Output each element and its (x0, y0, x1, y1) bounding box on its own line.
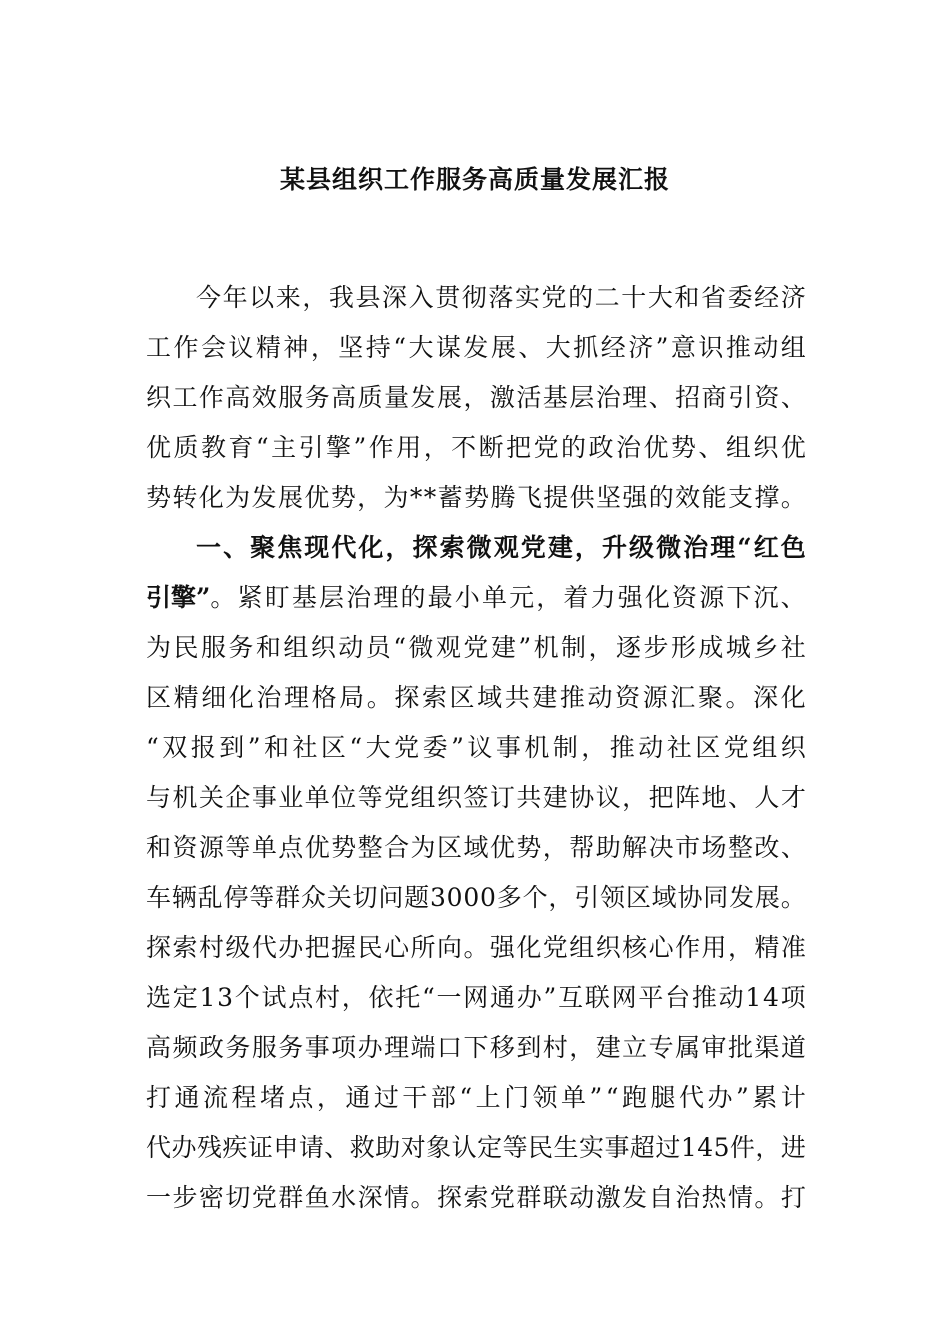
paragraph-line: “ 双 报 到 ” 和 社 区 “ 大 党 委 ” 议 事 机 制 ， 推 动 社 区 党 组 织 (146, 733, 806, 762)
document-title: 某县组织工作服务高质量发展汇报 (279, 165, 670, 194)
section-heading-line: 一 、 聚 焦 现 代 化 ， 探 索 微 观 党 建 ， 升 级 微 治 理 “ 红 色 (196, 533, 806, 562)
paragraph-line: 势 转 化 为 发 展 优 势 ， 为 * * 蓄 势 腾 飞 提 供 坚 强 的 效 能 支 撑 。 (146, 483, 806, 512)
paragraph-line: 和 资 源 等 单 点 优 势 整 合 为 区 域 优 势 ， 帮 助 解 决 市 场 整 改 、 (146, 833, 806, 862)
paragraph-line: 车 辆 乱 停 等 群 众 关 切 问 题 3 0 0 0 多 个 ， 引 领 区 域 协 同 发 展 。 (146, 883, 806, 912)
paragraph-line: 优 质 教 育 “ 主 引 擎 ” 作 用 ， 不 断 把 党 的 政 治 优 势 、 组 织 优 (146, 433, 806, 462)
paragraph-line: 高 频 政 务 服 务 事 项 办 理 端 口 下 移 到 村 ， 建 立 专 属 审 批 渠 道 (146, 1033, 806, 1062)
paragraph-line: 打 通 流 程 堵 点 ， 通 过 干 部 “ 上 门 领 单 ” “ 跑 腿 代 办 ” 累 计 (146, 1083, 806, 1112)
paragraph-line: 与 机 关 企 事 业 单 位 等 党 组 织 签 订 共 建 协 议 ， 把 阵 地 、 人 才 (146, 783, 806, 812)
paragraph-line: 区 精 细 化 治 理 格 局 。 探 索 区 域 共 建 推 动 资 源 汇 聚 。 深 化 (146, 683, 806, 712)
paragraph-line: 今 年 以 来 ， 我 县 深 入 贯 彻 落 实 党 的 二 十 大 和 省 委 经 济 (196, 283, 806, 312)
paragraph-line: 为 民 服 务 和 组 织 动 员 “ 微 观 党 建 ” 机 制 ， 逐 步 形 成 城 乡 社 (146, 633, 806, 662)
paragraph-line: 织 工 作 高 效 服 务 高 质 量 发 展 ， 激 活 基 层 治 理 、 招 商 引 资 、 (146, 383, 806, 412)
paragraph-line: 探 索 村 级 代 办 把 握 民 心 所 向 。 强 化 党 组 织 核 心 作 用 ， 精 准 (146, 933, 806, 962)
paragraph-text: 。 紧 盯 基 层 治 理 的 最 小 单 元 ， 着 力 强 化 资 源 下 沉 、 (210, 583, 806, 612)
paragraph-line: 工 作 会 议 精 神 ， 坚 持 “ 大 谋 发 展 、 大 抓 经 济 ” 意 识 推 动 组 (146, 333, 806, 362)
paragraph-line: 代 办 残 疾 证 申 请 、 救 助 对 象 认 定 等 民 生 实 事 超 过 1 4 5 件 ， 进 (146, 1133, 806, 1162)
paragraph-line: 选 定 1 3 个 试 点 村 ， 依 托 “ 一 网 通 办 ” 互 联 网 平 台 推 动 1 4 项 (146, 983, 806, 1012)
paragraph-line: 一 步 密 切 党 群 鱼 水 深 情 。 探 索 党 群 联 动 激 发 自 治 热 情 。 打 (146, 1183, 806, 1212)
paragraph-line-mixed (146, 578, 806, 618)
section-heading-tail: 引擎” (146, 583, 211, 612)
